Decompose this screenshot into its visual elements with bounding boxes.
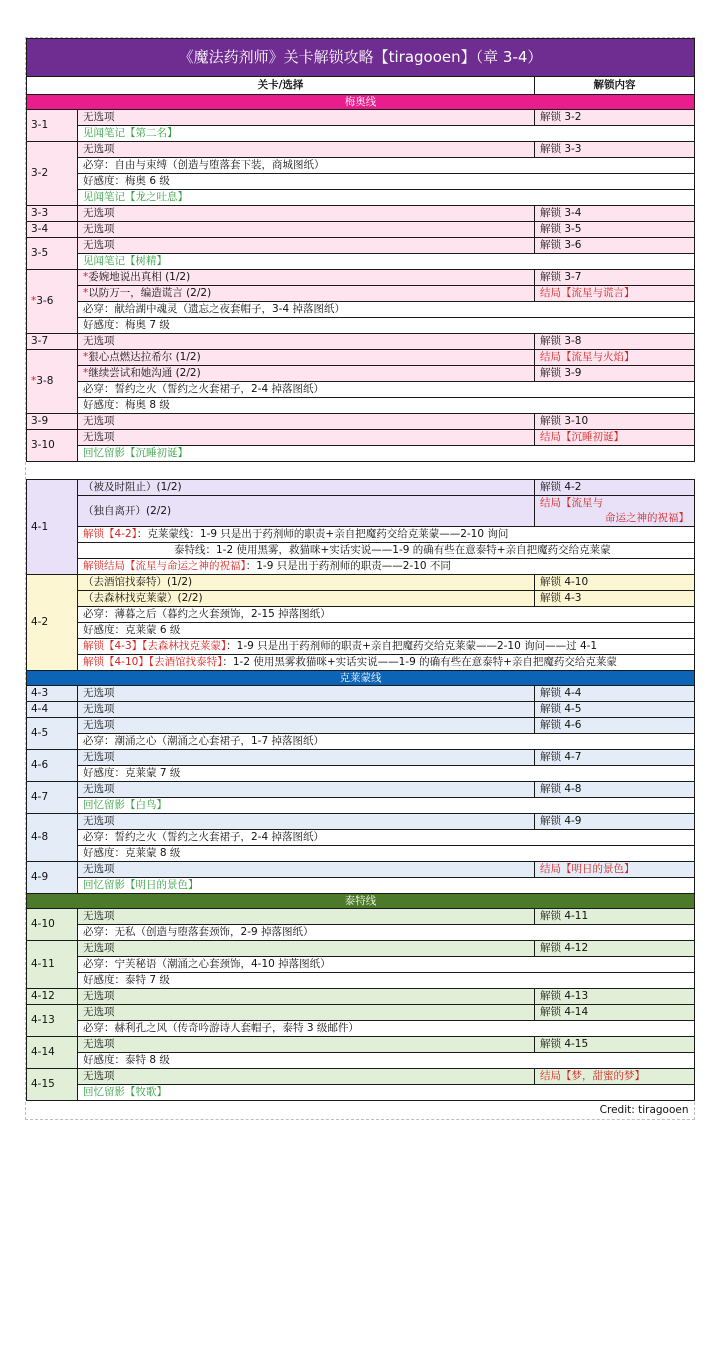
- level-cell: 4-3: [27, 686, 78, 702]
- unlock-cell: 解锁 4-9: [535, 814, 695, 830]
- favor-cell: 好感度：克莱蒙 7 级: [78, 766, 695, 782]
- requirement-cell: 必穿：无私（创造与堕落套颈饰，2-9 掉落图纸）: [78, 925, 695, 941]
- level-cell: 3-3: [27, 206, 78, 222]
- page-title: 《魔法药剂师》关卡解锁攻略【tiragooen】（章 3-4）: [27, 39, 695, 77]
- unlock-table: [26, 38, 695, 1119]
- header-unlock: 解锁内容: [535, 77, 695, 95]
- spacer: [27, 462, 695, 480]
- option-cell: 无选项: [78, 1005, 535, 1021]
- level-cell: 4-5: [27, 718, 78, 750]
- table-row: [27, 480, 695, 496]
- level-cell: 4-7: [27, 782, 78, 814]
- unlock-cell: 解锁 3-3: [535, 142, 695, 158]
- unlock-cell: 解锁 4-5: [535, 702, 695, 718]
- table-row: [27, 750, 695, 766]
- unlock-cell: 解锁 4-4: [535, 686, 695, 702]
- note-cell: 回忆留影【沉睡初诞】: [78, 446, 695, 462]
- option-cell: 无选项: [78, 222, 535, 238]
- table-row: [27, 414, 695, 430]
- favor-cell: 好感度：克莱蒙 6 级: [78, 623, 695, 639]
- option-cell: （去酒馆找泰特）(1/2): [78, 575, 535, 591]
- option-label: 继续尝试和她沟通 (2/2): [88, 367, 201, 379]
- option-cell: 无选项: [78, 782, 535, 798]
- level-cell: 4-9: [27, 862, 78, 894]
- unlock-cell: 解锁 3-7: [535, 270, 695, 286]
- section-mei: 梅奥线: [27, 95, 695, 110]
- option-cell: 无选项: [78, 238, 535, 254]
- level-cell: [27, 350, 78, 414]
- unlock-cell: 解锁 3-6: [535, 238, 695, 254]
- ending-line-2: 命运之神的祝福】: [605, 512, 690, 524]
- option-cell: 无选项: [78, 941, 535, 957]
- option-cell: （去森林找克莱蒙）(2/2): [78, 591, 535, 607]
- unlock-cell: 解锁 4-14: [535, 1005, 695, 1021]
- table-row: [27, 334, 695, 350]
- table-row: [27, 142, 695, 158]
- ending-cell: [535, 496, 695, 527]
- level-cell: 3-1: [27, 110, 78, 142]
- option-cell: [78, 366, 535, 382]
- section-tai: 泰特线: [27, 894, 695, 909]
- table-row: [27, 350, 695, 366]
- unlock-cell: 解锁 4-7: [535, 750, 695, 766]
- option-cell: 无选项: [78, 702, 535, 718]
- route-text: ：克莱蒙线：1-9 只是出于药剂师的职责+亲自把魔药交给克莱蒙——2-10 询问: [136, 528, 509, 540]
- strategy-sheet: [25, 37, 695, 1120]
- level-cell: [27, 270, 78, 334]
- level-cell: 4-15: [27, 1069, 78, 1101]
- star-marker: *: [31, 375, 37, 387]
- requirement-cell: 必穿：献给湖中魂灵（遗忘之夜套帽子，3-4 掉落图纸）: [78, 302, 695, 318]
- star-marker: *: [83, 351, 89, 363]
- level-cell: 4-2: [27, 575, 78, 671]
- level-cell: 4-12: [27, 989, 78, 1005]
- route-text: ：1-9 只是出于药剂师的职责——2-10 不同: [245, 560, 451, 572]
- route-text: ：1-9 只是出于药剂师的职责+亲自把魔药交给克莱蒙——2-10 询问——过 4-1: [226, 640, 598, 652]
- unlock-cell: 解锁 4-3: [535, 591, 695, 607]
- option-cell: （独自离开）(2/2): [78, 496, 535, 527]
- unlock-cell: 解锁 3-9: [535, 366, 695, 382]
- star-marker: *: [83, 271, 89, 283]
- level-cell: 4-11: [27, 941, 78, 989]
- table-row: [27, 238, 695, 254]
- section-ke: 克莱蒙线: [27, 671, 695, 686]
- unlock-cell: 解锁 3-10: [535, 414, 695, 430]
- header-level: 关卡/选择: [27, 77, 535, 95]
- level-label: 3-6: [36, 295, 54, 307]
- option-cell: 无选项: [78, 142, 535, 158]
- requirement-cell: 必穿：誓约之火（誓约之火套裙子，2-4 掉落图纸）: [78, 382, 695, 398]
- ending-cell: 结局【明日的景色】: [535, 862, 695, 878]
- level-cell: 4-4: [27, 702, 78, 718]
- favor-cell: 好感度：克莱蒙 8 级: [78, 846, 695, 862]
- level-cell: 3-5: [27, 238, 78, 270]
- table-row: [27, 782, 695, 798]
- requirement-cell: 必穿：宁芙秘语（潮涌之心套颈饰，4-10 掉落图纸）: [78, 957, 695, 973]
- star-marker: *: [31, 295, 37, 307]
- table-row: [27, 1069, 695, 1085]
- table-row: [27, 702, 695, 718]
- table-row: [27, 222, 695, 238]
- option-cell: 无选项: [78, 110, 535, 126]
- option-cell: 无选项: [78, 1069, 535, 1085]
- table-row: [27, 206, 695, 222]
- option-cell: （被及时阻止）(1/2): [78, 480, 535, 496]
- option-label: 狠心点燃达拉希尔 (1/2): [88, 351, 201, 363]
- unlock-cell: 解锁 3-5: [535, 222, 695, 238]
- requirement-cell: 必穿：潮涌之心（潮涌之心套裙子，1-7 掉落图纸）: [78, 734, 695, 750]
- option-cell: 无选项: [78, 430, 535, 446]
- level-cell: 4-10: [27, 909, 78, 941]
- route-line: 泰特线：1-2 使用黑雾，救猫咪+实话实说——1-9 的确有些在意泰特+亲自把魔药交给克莱蒙: [78, 543, 695, 559]
- ending-cell: 结局【流星与火焰】: [535, 350, 695, 366]
- route-line: [78, 639, 695, 655]
- unlock-cell: 解锁 4-11: [535, 909, 695, 925]
- level-cell: 3-4: [27, 222, 78, 238]
- requirement-cell: 必穿：薄暮之后（暮约之火套颈饰，2-15 掉落图纸）: [78, 607, 695, 623]
- favor-cell: 好感度：梅奥 8 级: [78, 398, 695, 414]
- table-row: [27, 575, 695, 591]
- requirement-cell: 必穿：赫利孔之风（传奇吟游诗人套帽子，泰特 3 级邮件）: [78, 1021, 695, 1037]
- table-row: [27, 110, 695, 126]
- level-cell: 3-7: [27, 334, 78, 350]
- unlock-cell: 解锁 4-15: [535, 1037, 695, 1053]
- option-cell: 无选项: [78, 862, 535, 878]
- option-cell: [78, 350, 535, 366]
- favor-cell: 好感度：梅奥 6 级: [78, 174, 695, 190]
- route-label: 解锁【4-10】【去酒馆找泰特】: [83, 656, 223, 668]
- option-cell: 无选项: [78, 686, 535, 702]
- option-cell: 无选项: [78, 750, 535, 766]
- note-cell: 回忆留影【白鸟】: [78, 798, 695, 814]
- option-cell: 无选项: [78, 814, 535, 830]
- table-row: [27, 1005, 695, 1021]
- table-row: [27, 1037, 695, 1053]
- level-cell: 4-1: [27, 480, 78, 575]
- table-row: [27, 909, 695, 925]
- unlock-cell: 解锁 4-6: [535, 718, 695, 734]
- table-row: [27, 718, 695, 734]
- table-row: [27, 270, 695, 286]
- unlock-cell: 解锁 3-2: [535, 110, 695, 126]
- level-cell: 4-8: [27, 814, 78, 862]
- ending-line-1: 结局【流星与: [540, 497, 603, 509]
- option-cell: [78, 270, 535, 286]
- star-marker: *: [83, 367, 89, 379]
- unlock-cell: 解锁 3-4: [535, 206, 695, 222]
- unlock-cell: 解锁 4-10: [535, 575, 695, 591]
- table-row: [27, 862, 695, 878]
- option-label: 委婉地说出真相 (1/2): [88, 271, 191, 283]
- option-cell: 无选项: [78, 206, 535, 222]
- unlock-cell: 解锁 3-8: [535, 334, 695, 350]
- ending-cell: 结局【梦，甜蜜的梦】: [535, 1069, 695, 1085]
- option-cell: 无选项: [78, 1037, 535, 1053]
- table-row: [27, 989, 695, 1005]
- option-cell: 无选项: [78, 909, 535, 925]
- route-label: 解锁结局【流星与命运之神的祝福】: [83, 560, 246, 572]
- route-line: [78, 527, 695, 543]
- route-line: [78, 655, 695, 671]
- unlock-cell: 解锁 4-2: [535, 480, 695, 496]
- route-label: 解锁【4-2】: [83, 528, 137, 540]
- table-row: [27, 430, 695, 446]
- route-label: 解锁【4-3】【去森林找克莱蒙】: [83, 640, 227, 652]
- note-cell: 回忆留影【牧歌】: [78, 1085, 695, 1101]
- unlock-cell: 解锁 4-8: [535, 782, 695, 798]
- option-cell: [78, 286, 535, 302]
- note-cell: 见闻笔记【第二名】: [78, 126, 695, 142]
- route-text: ：1-2 使用黑雾救猫咪+实话实说——1-9 的确有些在意泰特+亲自把魔药交给克莱蒙: [222, 656, 617, 668]
- level-cell: 4-6: [27, 750, 78, 782]
- level-cell: 3-9: [27, 414, 78, 430]
- option-cell: 无选项: [78, 718, 535, 734]
- unlock-cell: 解锁 4-13: [535, 989, 695, 1005]
- ending-cell: 结局【流星与谎言】: [535, 286, 695, 302]
- note-cell: 见闻笔记【龙之吐息】: [78, 190, 695, 206]
- level-cell: 4-14: [27, 1037, 78, 1069]
- table-row: [27, 686, 695, 702]
- level-label: 3-8: [36, 375, 54, 387]
- route-line: [78, 559, 695, 575]
- level-cell: 3-2: [27, 142, 78, 206]
- option-cell: 无选项: [78, 334, 535, 350]
- table-row: [27, 814, 695, 830]
- favor-cell: 好感度：梅奥 7 级: [78, 318, 695, 334]
- credit-text: Credit: tiragooen: [599, 1104, 689, 1116]
- requirement-cell: 必穿：自由与束缚（创造与堕落套下装，商城图纸）: [78, 158, 695, 174]
- option-label: 以防万一，编造谎言 (2/2): [88, 287, 212, 299]
- note-cell: 见闻笔记【树精】: [78, 254, 695, 270]
- option-cell: 无选项: [78, 414, 535, 430]
- favor-cell: 好感度：泰特 7 级: [78, 973, 695, 989]
- option-cell: 无选项: [78, 989, 535, 1005]
- star-marker: *: [83, 287, 89, 299]
- favor-cell: 好感度：泰特 8 级: [78, 1053, 695, 1069]
- level-cell: 3-10: [27, 430, 78, 462]
- table-row: [27, 941, 695, 957]
- requirement-cell: 必穿：誓约之火（誓约之火套裙子，2-4 掉落图纸）: [78, 830, 695, 846]
- level-cell: 4-13: [27, 1005, 78, 1037]
- ending-cell: 结局【沉睡初诞】: [535, 430, 695, 446]
- note-cell: 回忆留影【明日的景色】: [78, 878, 695, 894]
- unlock-cell: 解锁 4-12: [535, 941, 695, 957]
